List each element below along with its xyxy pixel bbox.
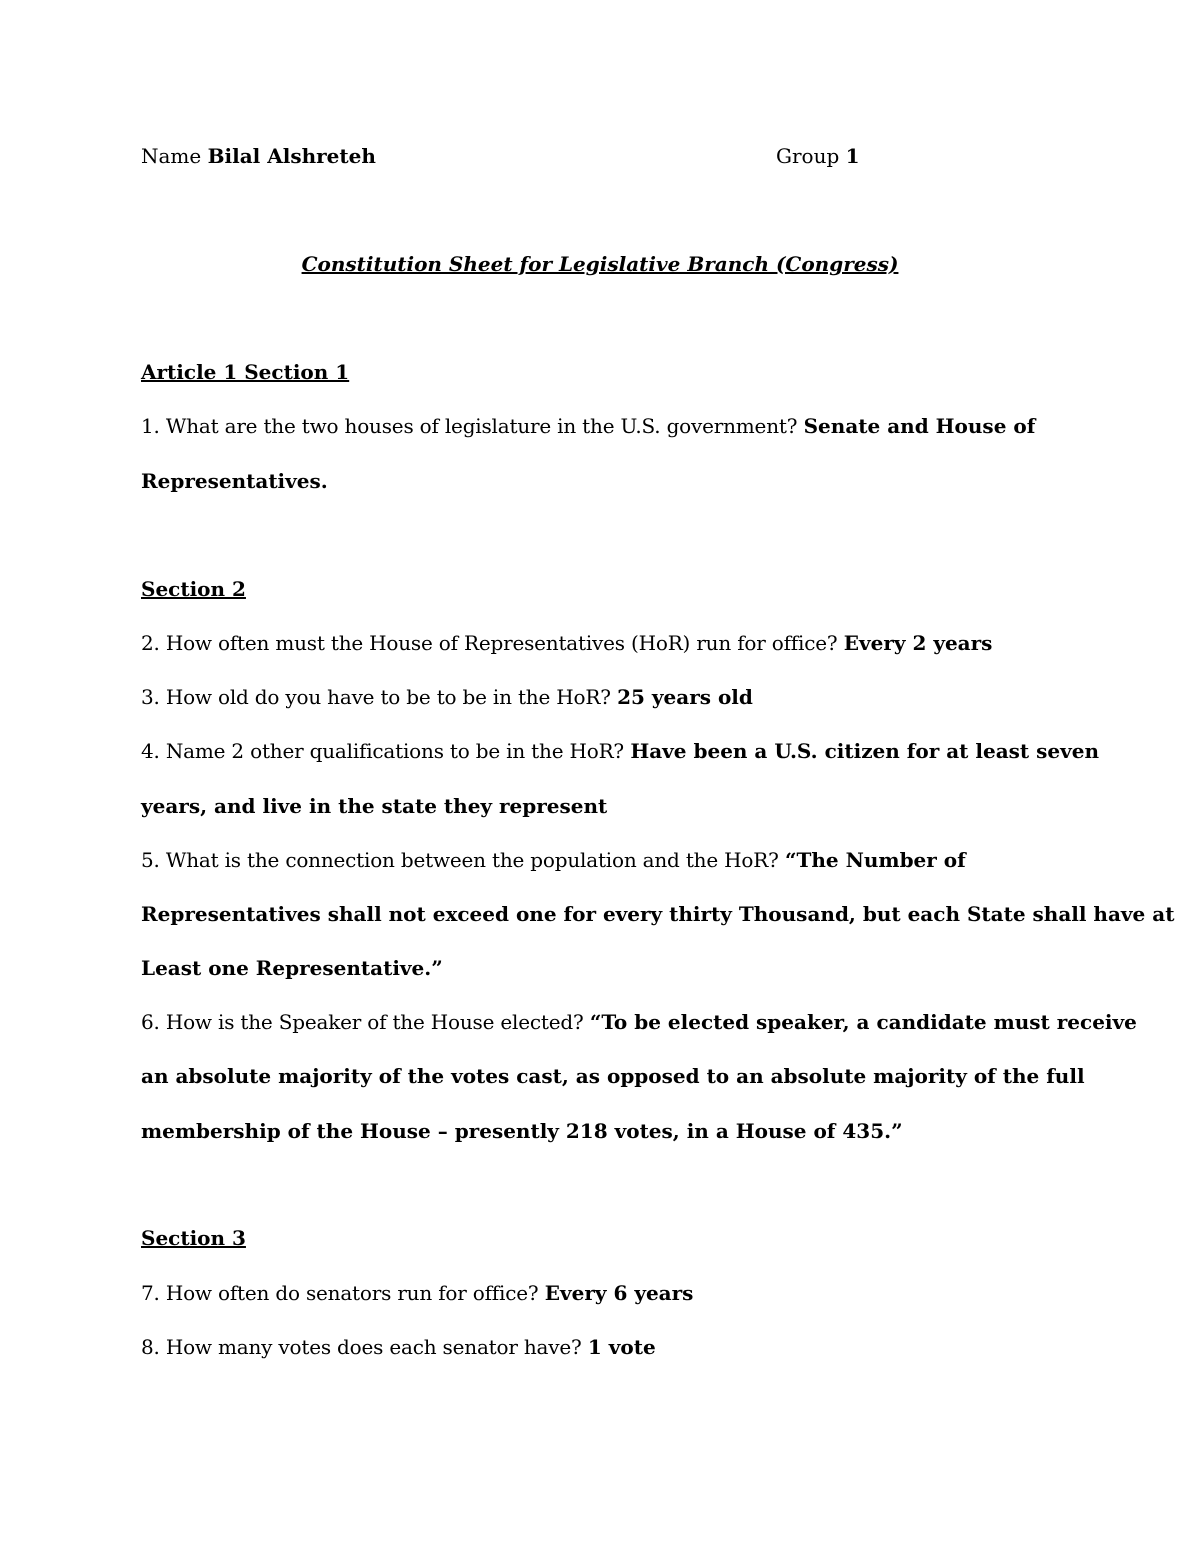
answer-continuation: membership of the House – presently 218 votes, in a House of 435.” bbox=[141, 1119, 903, 1143]
answer-text: Have been a U.S. citizen for at least seven bbox=[630, 739, 1099, 763]
question-6 bbox=[141, 1008, 1137, 1036]
answer-text: “The Number of bbox=[784, 848, 966, 872]
answer-text: Every 2 years bbox=[843, 631, 993, 655]
question-8 bbox=[141, 1333, 1071, 1361]
page-title: Constitution Sheet for Legislative Branch (Congress) bbox=[301, 252, 899, 276]
name-label: Name bbox=[141, 144, 202, 168]
question-4 bbox=[141, 737, 1099, 765]
question-3 bbox=[141, 683, 1071, 711]
question-5 bbox=[141, 846, 1071, 874]
answer-continuation: Representatives shall not exceed one for every thirty Thousand, but each State shall have at bbox=[141, 902, 1175, 926]
question-2 bbox=[141, 629, 1071, 657]
question-text: 4. Name 2 other qualifications to be in the HoR? bbox=[141, 739, 624, 763]
question-text: 7. How often do senators run for office? bbox=[141, 1281, 539, 1305]
answer-text: 1 vote bbox=[587, 1335, 656, 1359]
answer-text: Every 6 years bbox=[544, 1281, 694, 1305]
section-heading-section2: Section 2 bbox=[141, 577, 246, 601]
answer-continuation: years, and live in the state they represent bbox=[141, 794, 608, 818]
answer-text: Senate and House of bbox=[803, 414, 1036, 438]
question-text: 6. How is the Speaker of the House elected? bbox=[141, 1010, 584, 1034]
group-line bbox=[776, 142, 860, 170]
question-1 bbox=[141, 412, 1071, 440]
answer-continuation: Least one Representative.” bbox=[141, 956, 443, 980]
question-text: 1. What are the two houses of legislature in the U.S. government? bbox=[141, 414, 798, 438]
question-7 bbox=[141, 1279, 1071, 1307]
name-line bbox=[141, 142, 1071, 170]
answer-text: “To be elected speaker, a candidate must receive bbox=[589, 1010, 1137, 1034]
question-text: 5. What is the connection between the population and the HoR? bbox=[141, 848, 779, 872]
group-value: 1 bbox=[845, 144, 860, 168]
group-label: Group bbox=[776, 144, 840, 168]
answer-continuation: Representatives. bbox=[141, 469, 328, 493]
answer-continuation: an absolute majority of the votes cast, as opposed to an absolute majority of the full bbox=[141, 1064, 1085, 1088]
section-heading-section3: Section 3 bbox=[141, 1226, 246, 1250]
name-value: Bilal Alshreteh bbox=[207, 144, 376, 168]
question-text: 2. How often must the House of Representatives (HoR) run for office? bbox=[141, 631, 838, 655]
question-text: 8. How many votes does each senator have? bbox=[141, 1335, 582, 1359]
section-heading-article1-section1: Article 1 Section 1 bbox=[141, 360, 350, 384]
answer-text: 25 years old bbox=[617, 685, 753, 709]
question-text: 3. How old do you have to be to be in the HoR? bbox=[141, 685, 611, 709]
